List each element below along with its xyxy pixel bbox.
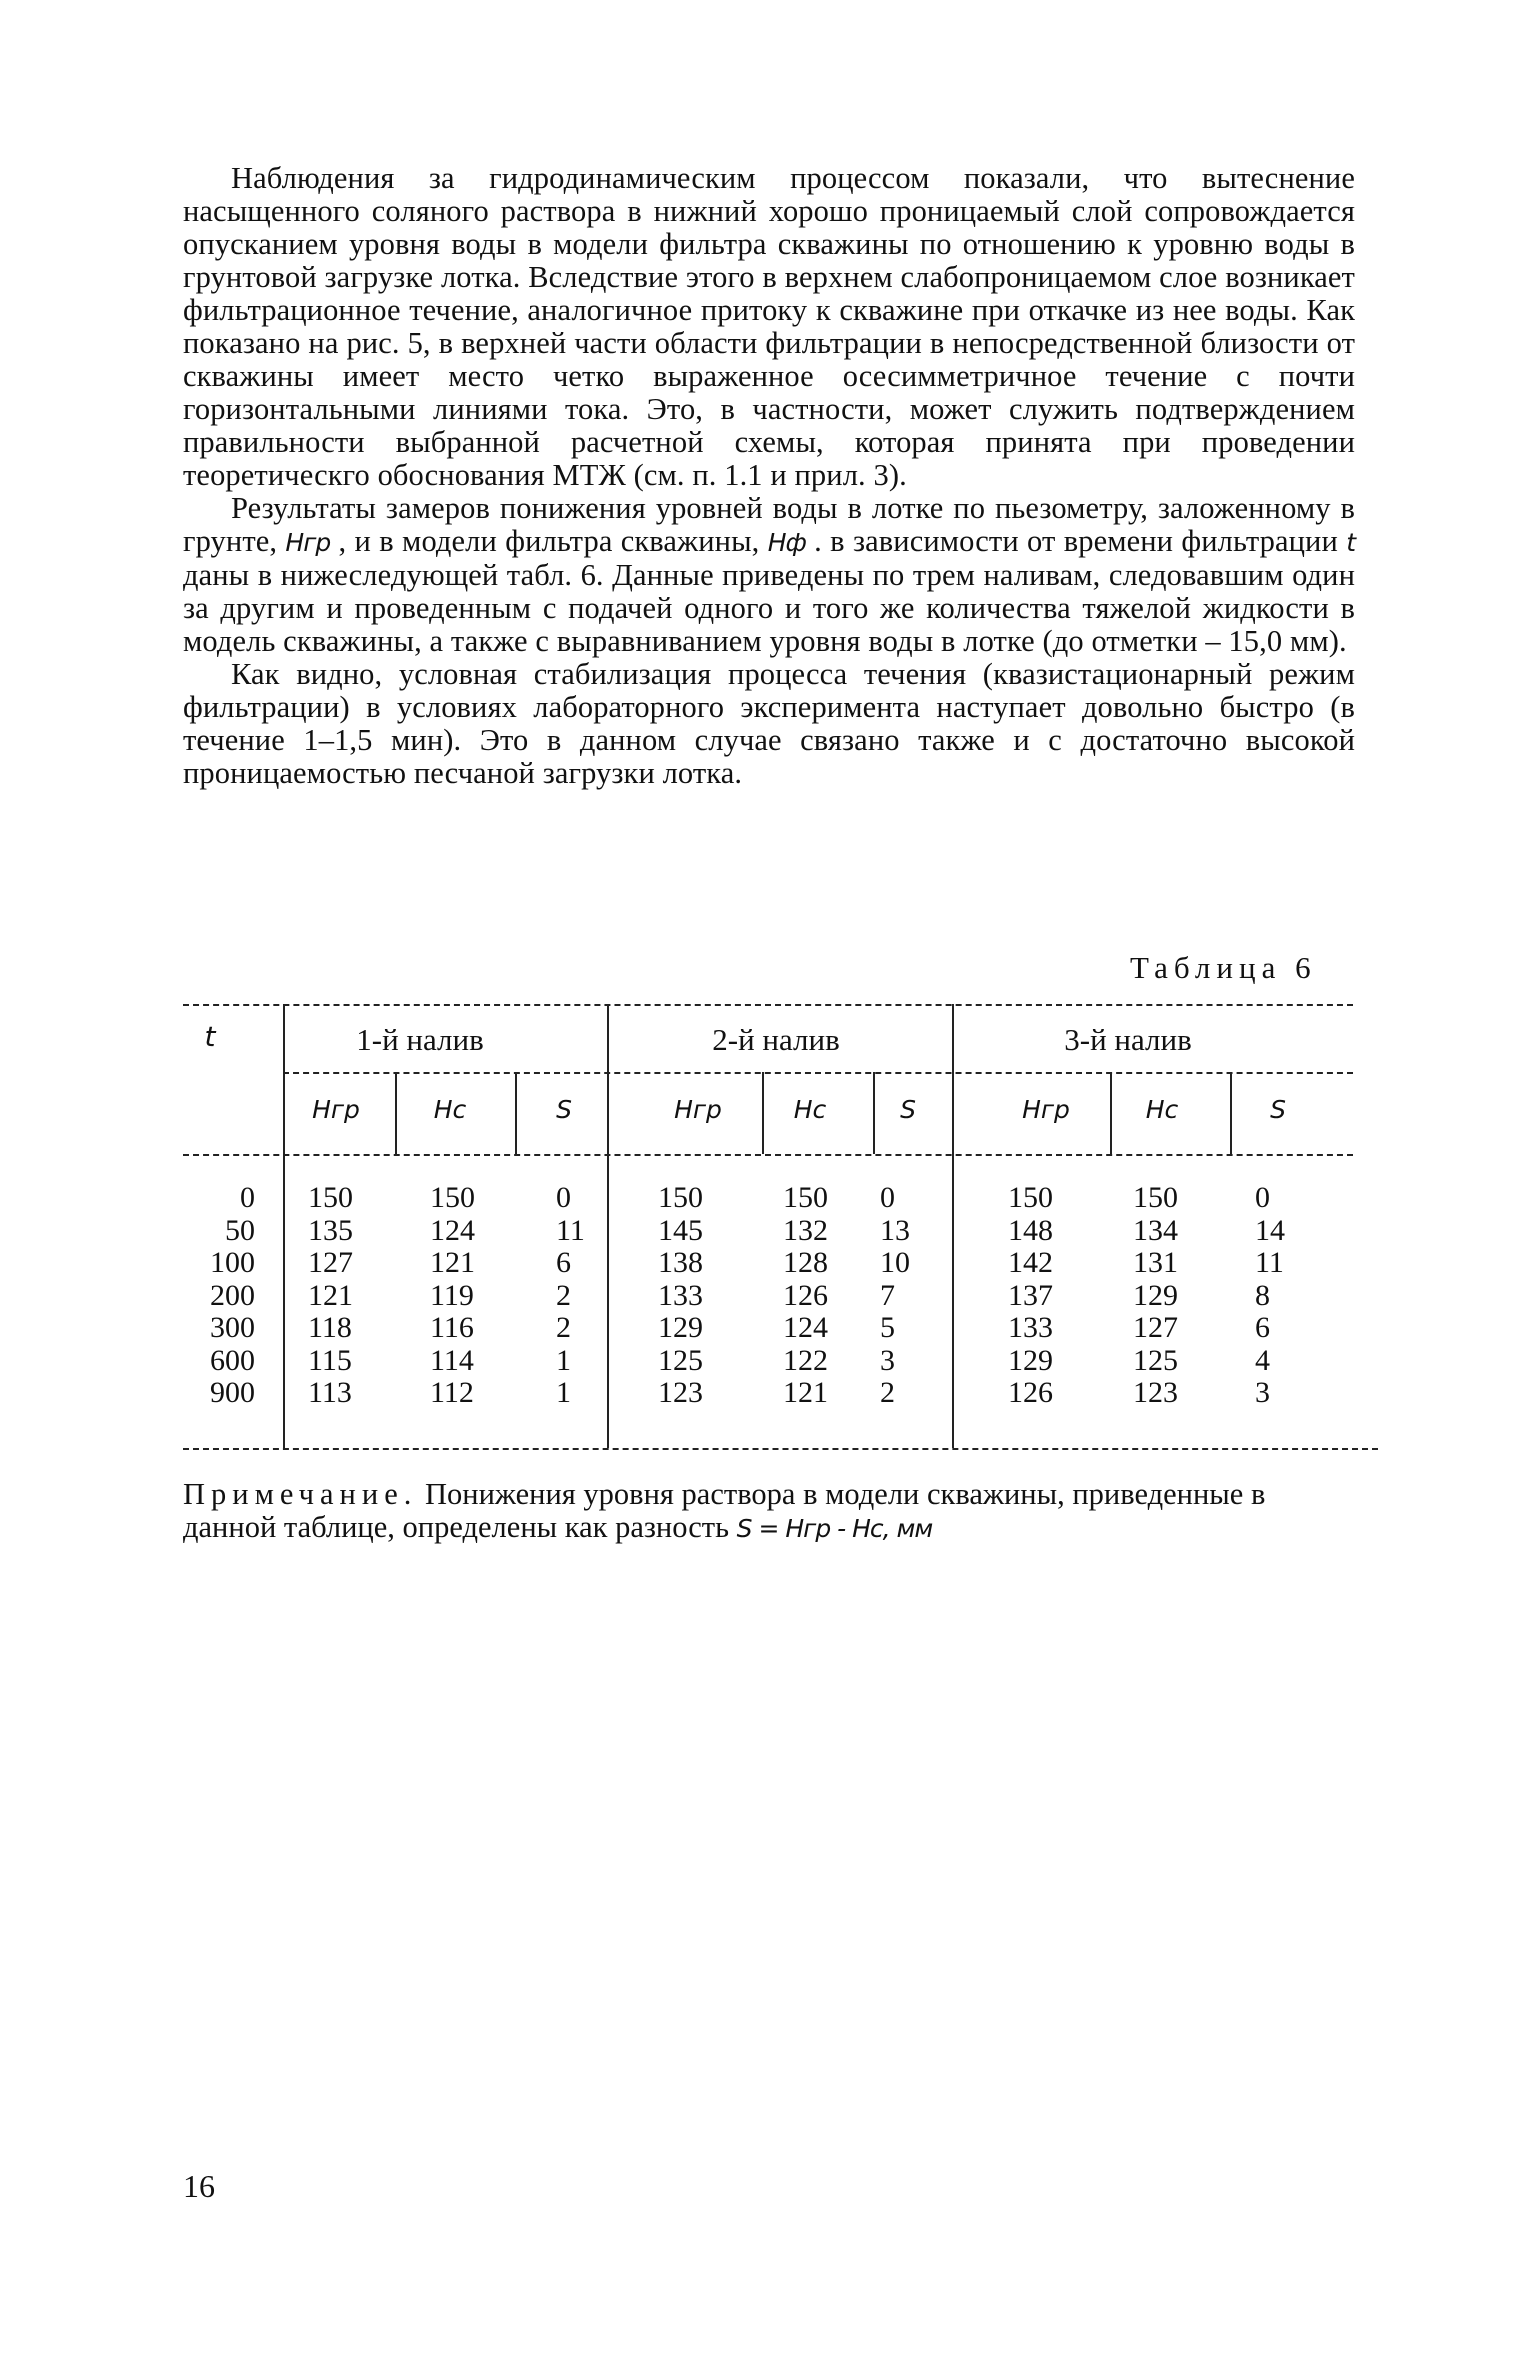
column-pour1-s (556, 1182, 585, 1410)
subheader-h-gr: Hгр (674, 1095, 722, 1124)
column-pour3-hgr (1008, 1182, 1053, 1410)
table-cell: 100 (210, 1246, 255, 1279)
table-cell: 126 (1008, 1376, 1053, 1409)
table-cell: 135 (308, 1213, 353, 1247)
table-bottom-rule (183, 1448, 1378, 1450)
subheader-divider (395, 1072, 397, 1154)
table-cell: 300 (210, 1311, 255, 1344)
table-cell: 1 (556, 1343, 571, 1377)
table-cell: 116 (430, 1311, 474, 1344)
subheader-h-c: Hс (793, 1095, 827, 1124)
table-cell: 137 (1008, 1278, 1053, 1312)
group-header-pour-1: 1-й налив (356, 1022, 484, 1057)
table-cell: 2 (556, 1311, 571, 1344)
table-cell: 200 (210, 1278, 255, 1312)
column-pour1-hc (430, 1182, 475, 1410)
table-cell: 127 (308, 1246, 353, 1279)
table-caption: Таблица 6 (1130, 950, 1317, 985)
table-cell: 124 (783, 1311, 828, 1344)
subheader-divider (515, 1072, 517, 1154)
table-cell: 134 (1133, 1213, 1178, 1247)
table-cell: 142 (1008, 1246, 1053, 1279)
symbol-h-f: Hф (767, 528, 806, 557)
table-cell: 115 (308, 1343, 352, 1377)
table-cell: 11 (1255, 1246, 1284, 1279)
group-header-pour-3: 3-й налив (1064, 1022, 1192, 1057)
page-number: 16 (183, 2168, 215, 2204)
note-formula: S = Hгр - Hс, мм (736, 1514, 933, 1543)
paragraph-2-part-2: , и в модели фильтра скважины, (330, 524, 768, 558)
table-cell: 150 (308, 1181, 353, 1214)
paragraph-1: Наблюдения за гидродинамическим процессом показали, что вытеснение насыщенного соляного раствора в нижний хорошо проницаемый слой сопровождается опусканием уровня воды в модели фильтра скважины по отношению к уровню воды в грунтовой загрузке лотка. Вследствие этого в верхнем слабопроницаемом слое возникает фильтрационное течение, аналогичное притоку к скважине при откачке из нее воды. Как показано на рис. 5, в верхней части области фильтрации в непосредственной близости от скважины имеет место четко выраженное осесимметричное течение с почти горизонтальными линиями тока. Это, в частности, может служить подтверждением правильности выбранной расчетной схемы, которая принята при проведении теоретическго обоснования МТЖ (см. п. 1.1 и прил. 3). (183, 161, 1355, 492)
table-cell: 123 (658, 1376, 703, 1409)
subheader-divider (1230, 1072, 1232, 1154)
table-cell: 6 (1255, 1311, 1270, 1344)
subheader-h-c: Hс (1145, 1095, 1179, 1124)
table-cell: 121 (783, 1376, 828, 1409)
table-cell: 150 (1133, 1181, 1178, 1214)
table-cell: 126 (783, 1278, 828, 1312)
table-cell: 113 (308, 1376, 352, 1409)
paragraph-2-part-1: Результаты замеров понижения уровней воды в лотке по пьезометру, заложенному в грунте, (183, 491, 1355, 558)
table-cell: 7 (880, 1278, 895, 1312)
table-cell: 600 (210, 1343, 255, 1377)
note-text: Понижения уровня раствора в модели скважины, приведенные в данной таблице, определены как разность (183, 1477, 1266, 1544)
table-cell: 131 (1133, 1246, 1178, 1279)
table-cell: 114 (430, 1343, 474, 1377)
subheader-h-gr: Hгр (312, 1095, 360, 1124)
table-divider-pour2 (952, 1004, 954, 1448)
table-cell: 119 (430, 1278, 474, 1312)
subheader-s: S (900, 1095, 916, 1124)
paragraph-2 (183, 492, 1355, 658)
table-note (183, 1478, 1355, 1545)
table-cell: 3 (880, 1343, 895, 1377)
table-cell: 125 (1133, 1343, 1178, 1377)
table-cell: 50 (225, 1213, 255, 1247)
table-cell: 14 (1255, 1213, 1285, 1247)
table-cell: 13 (880, 1213, 910, 1247)
table-divider-t (283, 1004, 285, 1448)
table-divider-pour1 (607, 1004, 609, 1448)
column-pour2-s (880, 1182, 910, 1410)
table-cell: 133 (1008, 1311, 1053, 1344)
table-cell: 129 (1008, 1343, 1053, 1377)
column-pour3-s (1255, 1182, 1285, 1410)
subheader-divider (1110, 1072, 1112, 1154)
column-pour1-hgr (308, 1182, 353, 1410)
symbol-h-gr: Hгр (285, 528, 331, 557)
table-top-rule (183, 1004, 1353, 1006)
table-cell: 127 (1133, 1311, 1178, 1344)
table-cell: 125 (658, 1343, 703, 1377)
table-cell: 129 (1133, 1278, 1178, 1312)
table-cell: 129 (658, 1311, 703, 1344)
table-cell: 900 (210, 1376, 255, 1409)
paragraph-2-part-4: даны в нижеследующей табл. 6. Данные приведены по трем наливам, следовавшим один за другим и проведенным с подачей одного и того же количества тяжелой жидкости в модель скважины, а также с выравниванием уровня воды в лотке (до отметки – 15,0 мм). (183, 558, 1355, 658)
table-cell: 128 (783, 1246, 828, 1279)
table-cell: 10 (880, 1246, 910, 1279)
table-header-rule (183, 1154, 1353, 1156)
note-label: Примечание. (183, 1477, 418, 1511)
column-pour3-hc (1133, 1182, 1178, 1410)
table-cell: 0 (240, 1181, 255, 1214)
table-cell: 148 (1008, 1213, 1053, 1247)
subheader-h-gr: Hгр (1022, 1095, 1070, 1124)
table-cell: 11 (556, 1213, 585, 1247)
table-cell: 133 (658, 1278, 703, 1312)
paragraph-3: Как видно, условная стабилизация процесса течения (квазистационарный режим фильтрации) в условиях лабораторного эксперимента наступает довольно быстро (в течение 1–1,5 мин). Это в данном случае связано также и с достаточно высокой проницаемостью песчаной загрузки лотка. (183, 657, 1355, 790)
symbol-t: t (1346, 528, 1355, 557)
table-cell: 150 (1008, 1181, 1053, 1214)
subheader-s: S (1270, 1095, 1286, 1124)
table-cell: 118 (308, 1311, 352, 1344)
table-cell: 0 (1255, 1181, 1270, 1214)
table-cell: 8 (1255, 1278, 1270, 1312)
table-cell: 123 (1133, 1376, 1178, 1409)
table-cell: 2 (880, 1376, 895, 1409)
column-t (183, 1182, 255, 1410)
table-cell: 121 (308, 1278, 353, 1312)
table-cell: 6 (556, 1246, 571, 1279)
table-cell: 138 (658, 1246, 703, 1279)
table-cell: 3 (1255, 1376, 1270, 1409)
table-cell: 0 (880, 1181, 895, 1214)
paragraph-2-part-3: . в зависимости от времени фильтрации (805, 524, 1347, 558)
body-text (183, 162, 1355, 790)
group-header-pour-2: 2-й налив (712, 1022, 840, 1057)
table-cell: 121 (430, 1246, 475, 1279)
table-cell: 4 (1255, 1343, 1270, 1377)
table-cell: 150 (658, 1181, 703, 1214)
table-cell: 5 (880, 1311, 895, 1344)
table-cell: 150 (430, 1181, 475, 1214)
table-cell: 122 (783, 1343, 828, 1377)
table-cell: 1 (556, 1376, 571, 1409)
table-cell: 124 (430, 1213, 475, 1247)
table-cell: 112 (430, 1376, 474, 1409)
table-cell: 150 (783, 1181, 828, 1214)
table-cell: 0 (556, 1181, 571, 1214)
column-pour2-hc (783, 1182, 828, 1410)
subheader-divider (762, 1072, 764, 1154)
table-group-rule (283, 1072, 1353, 1074)
subheader-s: S (556, 1095, 572, 1124)
table-cell: 2 (556, 1278, 571, 1312)
column-pour2-hgr (658, 1182, 703, 1410)
table-header-t: t (204, 1020, 216, 1053)
subheader-h-c: Hс (433, 1095, 467, 1124)
table-cell: 132 (783, 1213, 828, 1247)
table-cell: 145 (658, 1213, 703, 1247)
